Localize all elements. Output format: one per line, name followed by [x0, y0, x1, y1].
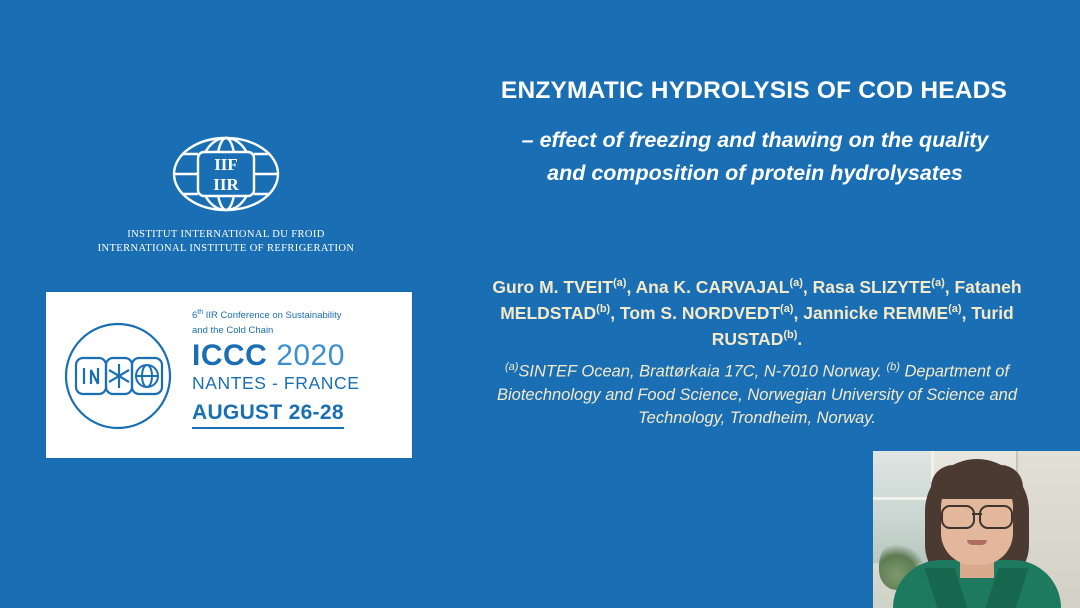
- slide-title: ENZYMATIC HYDROLYSIS OF COD HEADS: [500, 77, 1008, 104]
- iir-caption-line2: INTERNATIONAL INSTITUTE OF REFRIGERATION: [97, 243, 355, 255]
- presenter-mouth: [967, 540, 987, 545]
- iccc-acronym: ICCC: [192, 338, 268, 372]
- presenter-video[interactable]: [873, 451, 1080, 608]
- iccc-card-text: [192, 308, 404, 429]
- slide-subtitle-line2: and composition of protein hydrolysates: [547, 161, 963, 186]
- iccc-date: AUGUST 26-28: [192, 401, 344, 429]
- glasses-lens-right: [979, 505, 1013, 529]
- iir-caption: [96, 228, 356, 256]
- iir-mark-bottom: IIR: [213, 175, 239, 194]
- iir-caption-line1: INSTITUT INTERNATIONAL DU FROID: [127, 229, 325, 240]
- iccc-acronym-row: [192, 338, 404, 372]
- affiliation-text: $^{(a)}$SINTEF Ocean, Brattørkaia 17C, N-7010 Norway. $^{(b)}$ Department of Biotechnology and Food Science, Norwegian University of Science and Technology, Trondheim, Norway.: [496, 361, 1018, 428]
- iccc-subtitle-line1: 6th IIR Conference on Sustainability: [192, 309, 342, 322]
- iccc-emblem-icon: [62, 320, 174, 432]
- iccc-year: 2020: [276, 338, 345, 372]
- globe-icon: [162, 132, 290, 216]
- authors-list: Guro M. TVEIT$^{(a)}$, Ana K. CARVAJAL$^{(a)}$, Rasa SLIZYTE$^{(a)}$, Fataneh MELDSTAD$^{(b)}$, Tom S. NORDVEDT$^{(a)}$, Jannicke REMME$^{(a)}$, Turid RUSTAD$^{(b)}$.: [492, 277, 1022, 349]
- iir-logo: [96, 132, 356, 256]
- slide-subtitle: [450, 124, 1060, 191]
- iccc-subtitle-line2: and the Cold Chain: [192, 324, 274, 336]
- presenter-fringe: [931, 465, 1023, 499]
- slide-left-column: [0, 0, 430, 608]
- iccc-conference-card: [46, 292, 412, 458]
- glasses-lens-left: [941, 505, 975, 529]
- slide-subtitle-line1: – effect of freezing and thawing on the quality: [521, 128, 989, 152]
- iccc-place: NANTES - FRANCE: [192, 373, 360, 394]
- iir-mark-top: IIF: [214, 155, 238, 174]
- glasses-icon: [939, 505, 1015, 525]
